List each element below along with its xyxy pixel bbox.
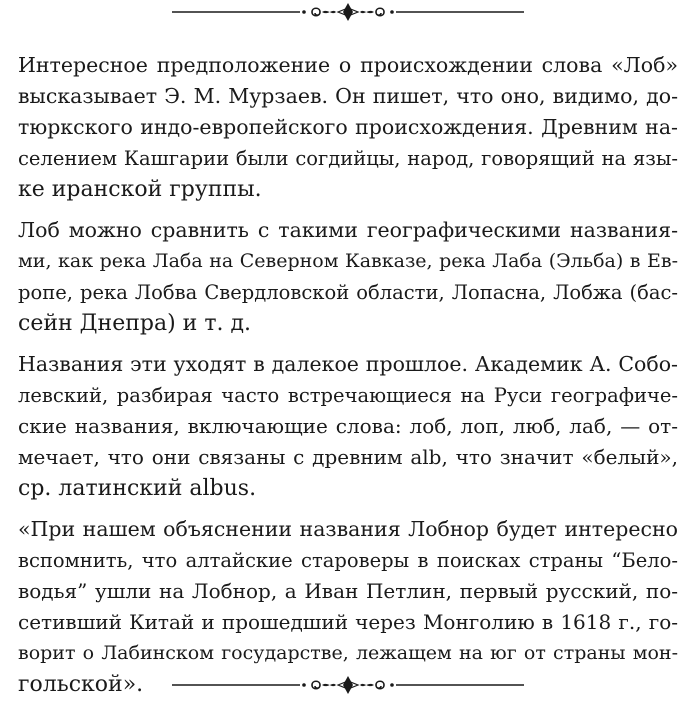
text-line: мечает, что они связаны с древним alb, что значит «белый»,	[18, 445, 678, 469]
text-line: селением Кашгарии были согдийцы, народ, говорящий на язы-	[18, 147, 678, 170]
text-line: ропе, река Лобва Свердловской области, Лопасна, Лобжа (бас-	[18, 281, 678, 304]
text-line: ке иранской группы.	[18, 177, 262, 202]
text-line: сейн Днепра) и т. д.	[18, 311, 252, 336]
text-line: ср. латинский albus.	[18, 476, 257, 501]
article-text	[18, 50, 678, 710]
text-line: левский, разбирая часто встречающиеся на Руси географиче-	[18, 384, 678, 407]
text-line: Интересное предположение о происхождении слова «Лоб»	[18, 53, 678, 77]
text-line: ские названия, включающие слова: лоб, лоп, люб, лаб, — от-	[18, 414, 678, 438]
text-line: сетивший Китай и прошедший через Монголию в 1618 г., го-	[18, 610, 678, 634]
text-line: Названия эти уходят в далекое прошлое. Академик А. Собо-	[18, 352, 678, 376]
text-line: ми, как река Лаба на Северном Кавказе, река Лаба (Эльба) в Ев-	[18, 250, 678, 272]
ornament-icon	[0, 673, 696, 697]
text-line: водья” ушли на Лобнор, а Иван Петлин, первый русский, по-	[18, 579, 678, 603]
top-ornament-divider	[0, 0, 696, 24]
text-line: высказывает Э. М. Мурзаев. Он пишет, что оно, видимо, до-	[18, 84, 678, 108]
text-line: вспомнить, что алтайские староверы в поисках страны “Бело-	[18, 549, 678, 572]
text-line: гольской».	[18, 672, 144, 697]
paragraph-3	[18, 349, 678, 504]
text-line: Лоб можно сравнить с такими географическими названия-	[18, 218, 678, 242]
text-line: ворит о Лабинском государстве, лежащем на юг от страны мон-	[18, 642, 678, 664]
paragraph-1	[18, 50, 678, 205]
text-line: тюркского индо-европейского происхождения. Древним на-	[18, 115, 678, 139]
bottom-ornament-divider	[0, 673, 696, 697]
text-line: «При нашем объяснении названия Лобнор будет интересно	[18, 517, 678, 541]
ornament-icon	[0, 0, 696, 24]
paragraph-2	[18, 215, 678, 339]
